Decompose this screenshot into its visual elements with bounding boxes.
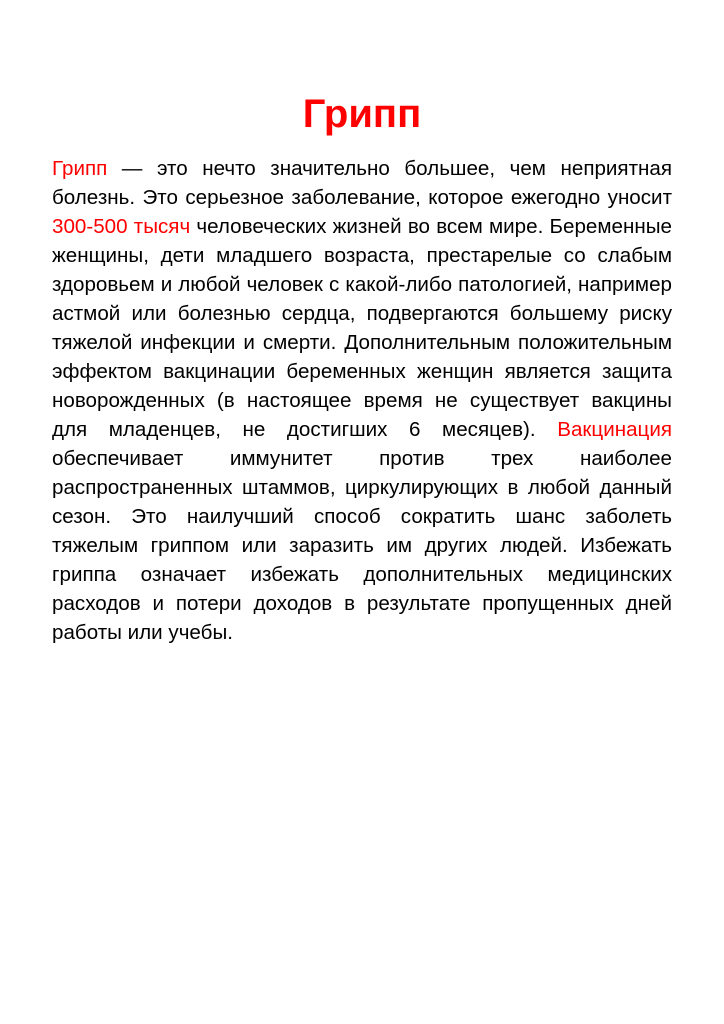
text-segment-3: обеспечивает иммунитет против трех наиболее распространенных штаммов, циркулирующих в любой данный сезон. Это наилучший способ сократить шанс заболеть тяжелым гриппом или заразить им других людей. Избежать гриппа означает избежать дополнительных медицинских расходов и потери доходов в результате пропущенных дней работы или учебы. [52,447,672,644]
page-title: Грипп [302,92,422,136]
text-segment-1: — это нечто значительно большее, чем неприятная болезнь. Это серьезное заболевание, которое ежегодно уносит [52,157,672,209]
highlight-death-count: 300-500 тысяч [52,215,191,238]
highlight-flu: Грипп [52,157,108,180]
text-segment-2: человеческих жизней во всем мире. Беременные женщины, дети младшего возраста, престарелые со слабым здоровьем и любой человек с какой-либо патологией, например астмой или болезнью сердца, подвергаются большему риску тяжелой инфекции и смерти. Дополнительным положительным эффектом вакцинации беременных женщин является защита новорожденных (в настоящее время не существует вакцины для младенцев, не достигших 6 месяцев). [52,215,673,441]
highlight-vaccination: Вакцинация [557,418,672,441]
body-paragraph [52,154,672,647]
